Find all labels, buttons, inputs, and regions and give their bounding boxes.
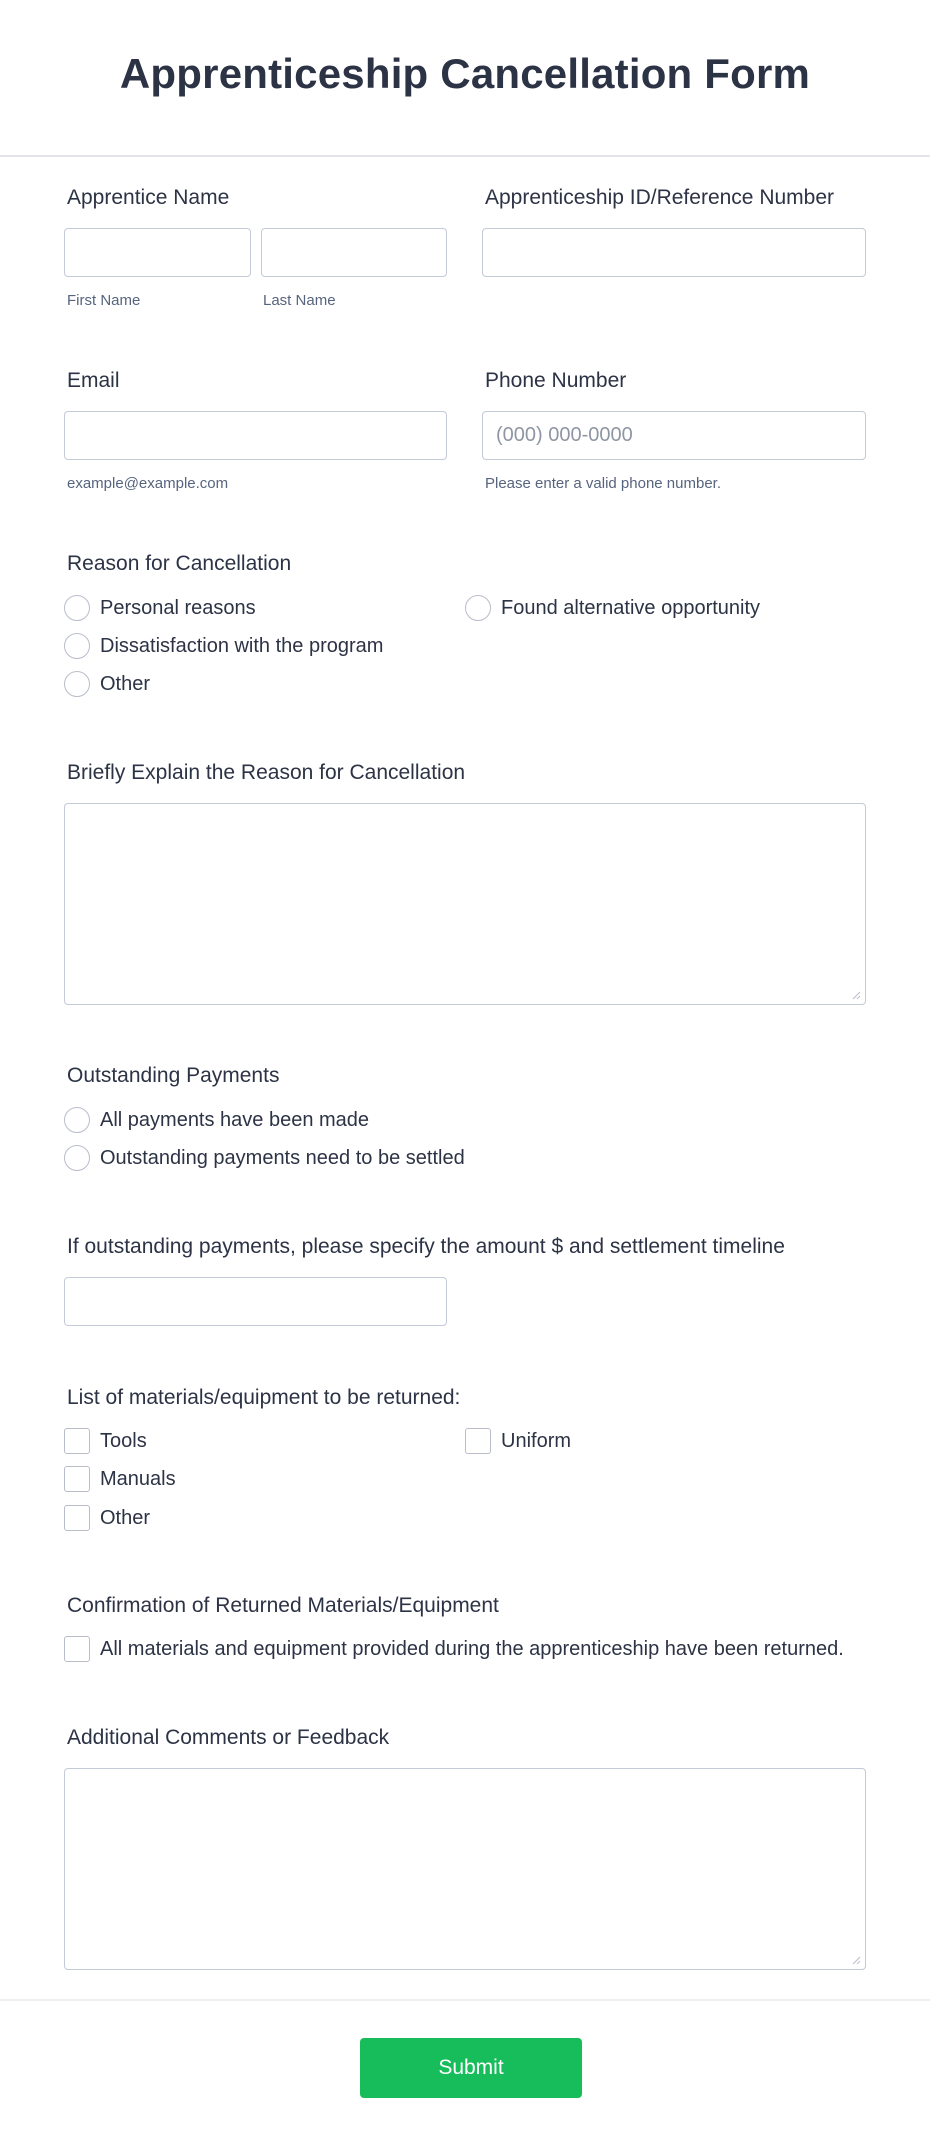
phone-input[interactable] [482, 411, 866, 460]
materials-option-other[interactable]: Other [64, 1504, 150, 1532]
submit-button[interactable]: Submit [360, 2038, 582, 2098]
radio-button[interactable] [64, 633, 90, 659]
radio-button[interactable] [64, 1107, 90, 1133]
payment-details-input[interactable] [64, 1277, 447, 1326]
apprentice-name-label: Apprentice Name [67, 186, 230, 209]
email-sublabel: example@example.com [67, 475, 229, 492]
email-input[interactable] [64, 411, 447, 460]
radio-button[interactable] [64, 595, 90, 621]
comments-textarea[interactable] [64, 1768, 866, 1970]
radio-button[interactable] [64, 671, 90, 697]
payments-option-outstanding[interactable]: Outstanding payments need to be settled [64, 1144, 465, 1172]
checkbox[interactable] [64, 1636, 90, 1662]
radio-button[interactable] [64, 1145, 90, 1171]
materials-label: List of materials/equipment to be returned: [67, 1386, 461, 1409]
checkbox[interactable] [64, 1466, 90, 1492]
reason-option-alternative[interactable]: Found alternative opportunity [465, 594, 760, 622]
apprenticeship-id-label: Apprenticeship ID/Reference Number [485, 186, 835, 209]
explain-label: Briefly Explain the Reason for Cancellation [67, 761, 466, 784]
first-name-input[interactable] [64, 228, 251, 277]
checkbox[interactable] [64, 1505, 90, 1531]
last-name-sublabel: Last Name [263, 292, 336, 309]
resize-handle-icon[interactable] [851, 990, 861, 1000]
checkbox[interactable] [465, 1428, 491, 1454]
payments-label: Outstanding Payments [67, 1064, 280, 1087]
radio-button[interactable] [465, 595, 491, 621]
reason-label: Reason for Cancellation [67, 552, 292, 575]
phone-sublabel: Please enter a valid phone number. [485, 475, 721, 492]
form-header [0, 0, 930, 157]
checkbox[interactable] [64, 1428, 90, 1454]
comments-label: Additional Comments or Feedback [67, 1726, 390, 1749]
reason-option-other[interactable]: Other [64, 670, 150, 698]
confirmation-option[interactable]: All materials and equipment provided during the apprenticeship have been returned. [64, 1635, 844, 1663]
materials-option-tools[interactable]: Tools [64, 1427, 147, 1455]
materials-option-uniform[interactable]: Uniform [465, 1427, 571, 1455]
form-title: Apprenticeship Cancellation Form [119, 50, 811, 97]
explain-textarea[interactable] [64, 803, 866, 1005]
email-label: Email [67, 369, 120, 392]
confirmation-label: Confirmation of Returned Materials/Equipment [67, 1594, 499, 1617]
payment-details-label: If outstanding payments, please specify the amount $ and settlement timeline [67, 1235, 785, 1258]
footer-divider [0, 1999, 930, 2001]
first-name-sublabel: First Name [67, 292, 141, 309]
last-name-input[interactable] [261, 228, 447, 277]
apprenticeship-id-input[interactable] [482, 228, 866, 277]
phone-label: Phone Number [485, 369, 627, 392]
reason-option-dissatisfaction[interactable]: Dissatisfaction with the program [64, 632, 383, 660]
payments-option-made[interactable]: All payments have been made [64, 1106, 369, 1134]
materials-option-manuals[interactable]: Manuals [64, 1465, 176, 1493]
resize-handle-icon[interactable] [851, 1955, 861, 1965]
reason-option-personal[interactable]: Personal reasons [64, 594, 256, 622]
